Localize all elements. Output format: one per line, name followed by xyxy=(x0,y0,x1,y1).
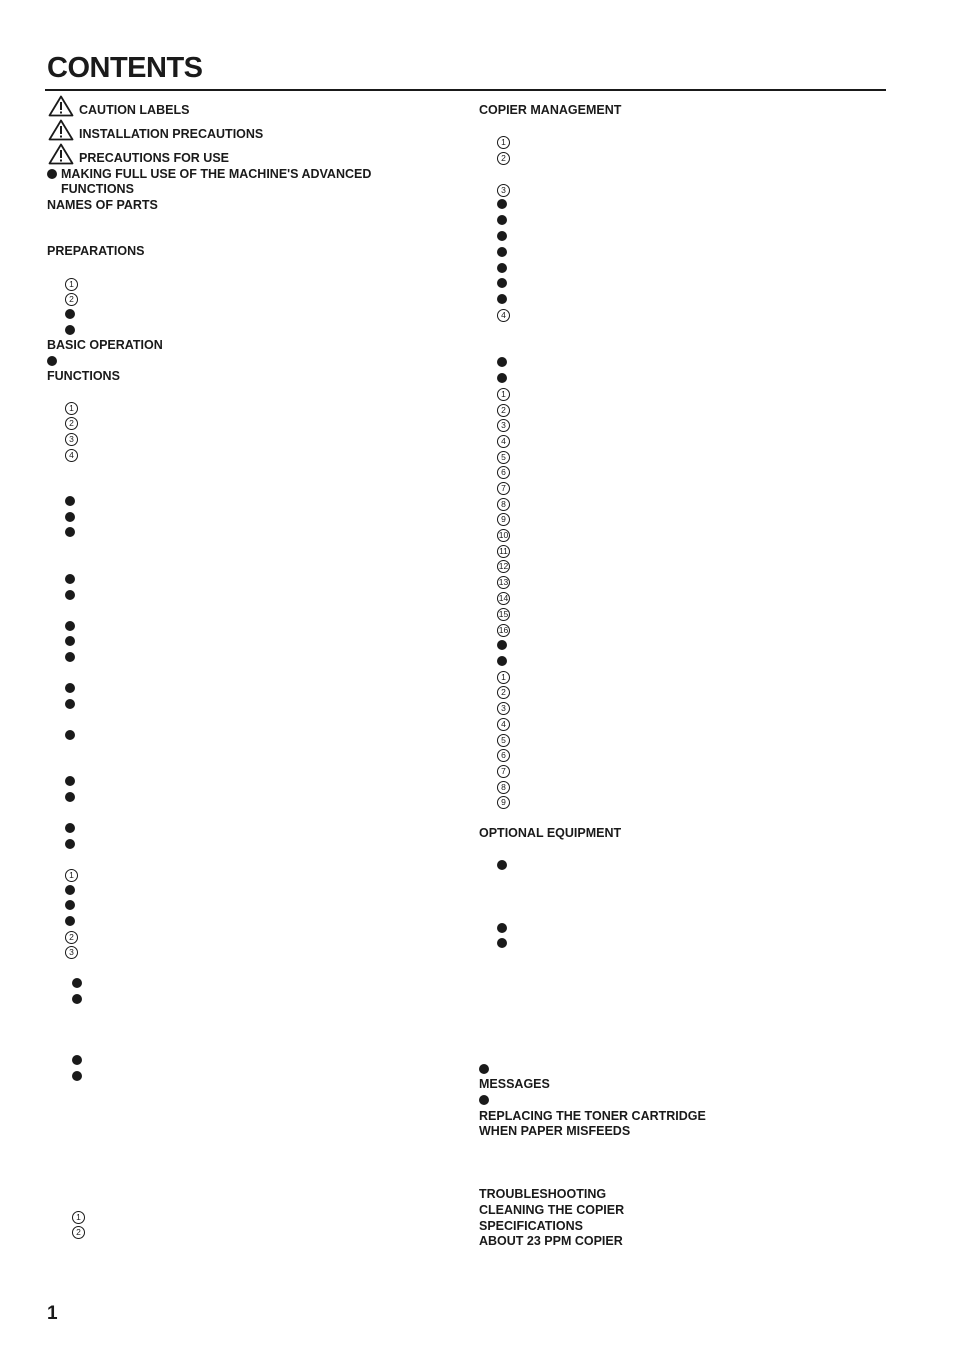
bullet-icon xyxy=(72,1055,82,1065)
bullet-icon xyxy=(497,215,507,225)
bullet-icon xyxy=(65,527,75,537)
warning-triangle-icon xyxy=(48,119,74,141)
toc-specifications[interactable]: SPECIFICATIONS xyxy=(479,1219,583,1233)
circled-number-icon: 7 xyxy=(497,765,510,778)
circled-number-icon: 1 xyxy=(497,136,510,149)
circled-number-icon: 8 xyxy=(497,498,510,511)
bullet-icon xyxy=(65,683,75,693)
circled-number-icon: 3 xyxy=(65,433,78,446)
circled-number-icon: 7 xyxy=(497,482,510,495)
bullet-icon xyxy=(65,652,75,662)
circled-number-icon: 11 xyxy=(497,545,510,558)
circled-number-icon: 1 xyxy=(65,402,78,415)
toc-messages[interactable]: MESSAGES xyxy=(479,1077,550,1091)
circled-number-icon: 9 xyxy=(497,796,510,809)
circled-number-icon: 4 xyxy=(497,309,510,322)
bullet-icon xyxy=(497,938,507,948)
circled-number-icon: 10 xyxy=(498,530,509,540)
toc-making-full-use-continued[interactable]: FUNCTIONS xyxy=(61,182,134,196)
bullet-icon xyxy=(497,294,507,304)
circled-number-icon: 15 xyxy=(498,609,509,619)
bullet-icon xyxy=(497,640,507,650)
bullet-icon xyxy=(497,247,507,257)
circled-number-icon: 2 xyxy=(497,686,510,699)
bullet-icon xyxy=(65,636,75,646)
title-divider xyxy=(45,89,886,91)
bullet-icon xyxy=(72,978,82,988)
toc-optional-equipment[interactable]: OPTIONAL EQUIPMENT xyxy=(479,826,622,840)
toc-troubleshooting[interactable]: TROUBLESHOOTING xyxy=(479,1187,607,1201)
circled-number-icon: 2 xyxy=(65,931,78,944)
bullet-icon xyxy=(497,199,507,209)
bullet-icon xyxy=(497,357,507,367)
bullet-icon xyxy=(65,792,75,802)
circled-number-icon: 13 xyxy=(498,577,509,587)
circled-number-icon: 2 xyxy=(72,1226,85,1239)
bullet-icon xyxy=(65,916,75,926)
bullet-icon xyxy=(65,900,75,910)
toc-functions[interactable]: FUNCTIONS xyxy=(47,369,120,383)
circled-number-icon: 5 xyxy=(497,734,510,747)
circled-number-icon: 1 xyxy=(65,869,78,882)
bullet-icon xyxy=(65,309,75,319)
warning-triangle-icon xyxy=(48,143,74,165)
toc-cleaning-the-copier[interactable]: CLEANING THE COPIER xyxy=(479,1203,625,1217)
bullet-icon xyxy=(65,590,75,600)
bullet-icon xyxy=(497,231,507,241)
circled-number-icon: 2 xyxy=(497,152,510,165)
circled-number-icon: 1 xyxy=(72,1211,85,1224)
toc-caution-labels[interactable]: CAUTION LABELS xyxy=(79,103,190,117)
bullet-icon xyxy=(65,574,75,584)
toc-preparations[interactable]: PREPARATIONS xyxy=(47,244,145,258)
toc-making-full-use[interactable]: MAKING FULL USE OF THE MACHINE'S ADVANCED xyxy=(61,167,372,181)
page-title: CONTENTS xyxy=(47,52,203,84)
bullet-icon xyxy=(65,839,75,849)
circled-number-icon: 4 xyxy=(497,435,510,448)
bullet-icon xyxy=(479,1095,489,1105)
circled-number-icon: 1 xyxy=(497,388,510,401)
circled-number-icon: 12 xyxy=(498,561,509,571)
bullet-icon xyxy=(65,496,75,506)
bullet-icon xyxy=(72,994,82,1004)
bullet-icon xyxy=(479,1064,489,1074)
bullet-icon xyxy=(65,823,75,833)
circled-number-icon: 6 xyxy=(497,466,510,479)
circled-number-icon: 3 xyxy=(497,702,510,715)
bullet-icon xyxy=(497,923,507,933)
bullet-icon xyxy=(65,699,75,709)
circled-number-icon: 2 xyxy=(497,404,510,417)
circled-number-icon: 2 xyxy=(65,417,78,430)
toc-copier-management[interactable]: COPIER MANAGEMENT xyxy=(479,103,622,117)
circled-number-icon: 2 xyxy=(65,293,78,306)
bullet-icon xyxy=(72,1071,82,1081)
bullet-icon xyxy=(65,621,75,631)
warning-triangle-icon xyxy=(48,95,74,117)
toc-basic-operation[interactable]: BASIC OPERATION xyxy=(47,338,163,352)
bullet-icon xyxy=(497,263,507,273)
circled-number-icon: 6 xyxy=(497,749,510,762)
bullet-icon xyxy=(497,860,507,870)
circled-number-icon: 3 xyxy=(497,184,510,197)
bullet-icon xyxy=(65,325,75,335)
bullet-icon xyxy=(497,373,507,383)
bullet-icon xyxy=(497,656,507,666)
bullet-icon xyxy=(47,169,57,179)
toc-replacing-toner[interactable]: REPLACING THE TONER CARTRIDGE xyxy=(479,1109,706,1123)
bullet-icon xyxy=(497,278,507,288)
circled-number-icon: 16 xyxy=(498,625,509,635)
circled-number-icon: 3 xyxy=(497,419,510,432)
bullet-icon xyxy=(65,776,75,786)
circled-number-icon: 1 xyxy=(497,671,510,684)
bullet-icon xyxy=(47,356,57,366)
toc-names-of-parts[interactable]: NAMES OF PARTS xyxy=(47,198,158,212)
bullet-icon xyxy=(65,730,75,740)
toc-precautions-for-use[interactable]: PRECAUTIONS FOR USE xyxy=(79,151,230,165)
circled-number-icon: 1 xyxy=(65,278,78,291)
bullet-icon xyxy=(65,512,75,522)
page-number: 1 xyxy=(47,1303,58,1324)
circled-number-icon: 4 xyxy=(65,449,78,462)
bullet-icon xyxy=(65,885,75,895)
toc-installation-precautions[interactable]: INSTALLATION PRECAUTIONS xyxy=(79,127,264,141)
circled-number-icon: 8 xyxy=(497,781,510,794)
circled-number-icon: 5 xyxy=(497,451,510,464)
toc-paper-misfeeds[interactable]: WHEN PAPER MISFEEDS xyxy=(479,1124,631,1138)
circled-number-icon: 3 xyxy=(65,946,78,959)
circled-number-icon: 14 xyxy=(498,593,509,603)
circled-number-icon: 9 xyxy=(497,513,510,526)
toc-about-copier[interactable]: ABOUT 23 PPM COPIER xyxy=(479,1234,623,1248)
circled-number-icon: 4 xyxy=(497,718,510,731)
